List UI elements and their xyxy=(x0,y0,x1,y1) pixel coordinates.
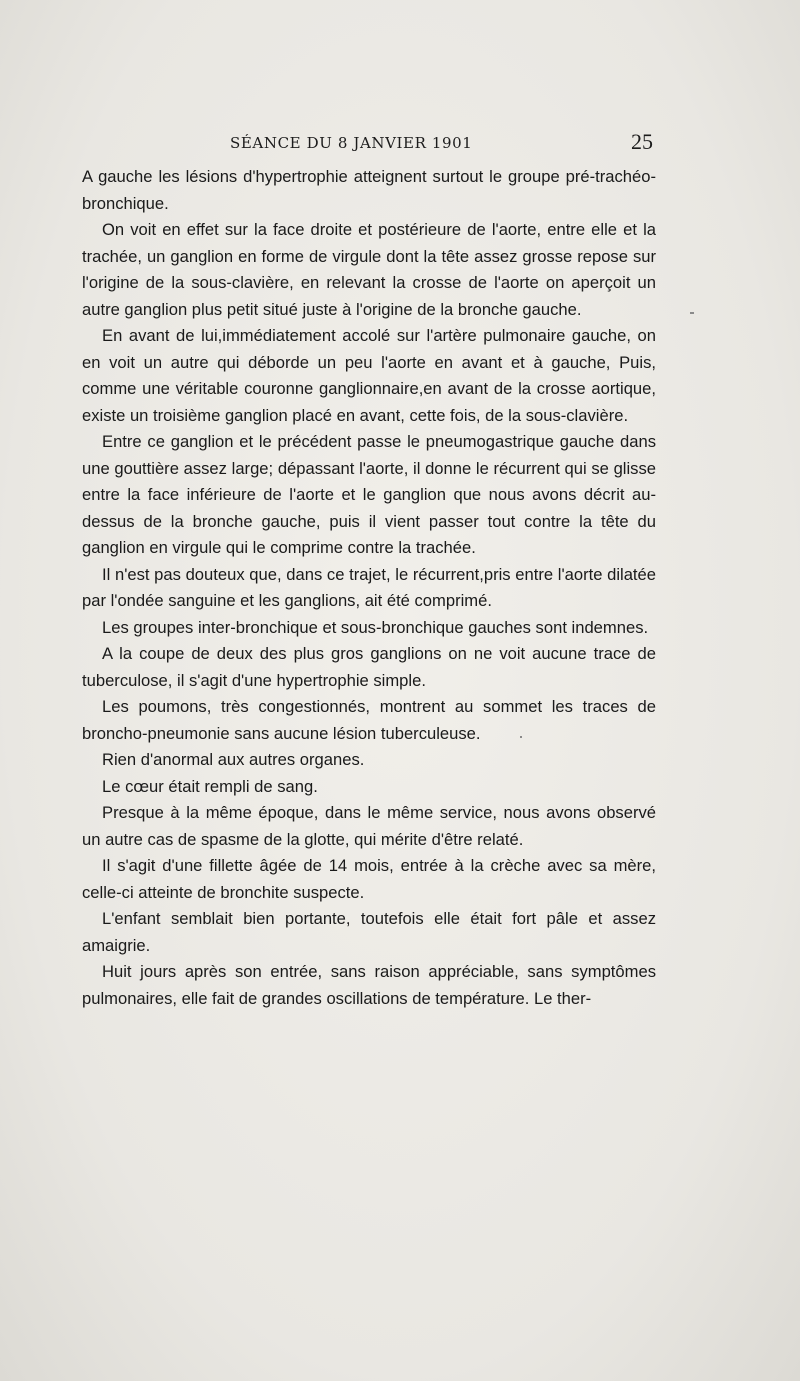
page-header xyxy=(80,129,655,157)
paragraph: En avant de lui,immédiatement accolé sur l'artère pulmonaire gauche, on en voit un autre qui déborde un peu l'aorte en avant et à gauche, Puis, comme une véritable couronne ganglionnaire,en avant de la crosse aortique, existe un troisième ganglion placé en avant, cette fois, de la sous-clavière. xyxy=(82,326,656,425)
paragraph: Il s'agit d'une fillette âgée de 14 mois, entrée à la crèche avec sa mère, celle-ci atteinte de bronchite suspecte. xyxy=(82,856,656,902)
paragraph: Presque à la même époque, dans le même service, nous avons observé un autre cas de spasme de la glotte, qui mérite d'être relaté. xyxy=(82,803,656,849)
paper-speck xyxy=(520,736,522,738)
body-text xyxy=(82,164,656,1012)
page-number: 25 xyxy=(631,129,653,154)
paragraph: A la coupe de deux des plus gros ganglions on ne voit aucune trace de tuberculose, il s'agit d'une hypertrophie simple. xyxy=(82,644,656,690)
paragraph: Les groupes inter-bronchique et sous-bronchique gauches sont indemnes. xyxy=(102,617,649,637)
paragraph: A gauche les lésions d'hypertrophie atteignent surtout le groupe pré-trachéo-bronchique. xyxy=(82,167,656,213)
paragraph: Il n'est pas douteux que, dans ce trajet, le récurrent,pris entre l'aorte dilatée par l'ondée sanguine et les ganglions, ait été comprimé. xyxy=(82,564,656,610)
paragraph: Huit jours après son entrée, sans raison appréciable, sans symptômes pulmonaires, elle fait de grandes oscillations de température. Le ther- xyxy=(82,962,656,1008)
paper-speck xyxy=(690,312,694,314)
paragraph: Les poumons, très congestionnés, montrent au sommet les traces de broncho-pneumonie sans aucune lésion tuberculeuse. xyxy=(82,697,656,743)
paragraph: On voit en effet sur la face droite et postérieure de l'aorte, entre elle et la trachée, un ganglion en forme de virgule dont la tête assez grosse repose sur l'origine de la sous-clavière, en relevant la crosse de l'aorte on aperçoit un autre ganglion plus petit situé juste à l'origine de la bronche gauche. xyxy=(82,220,656,319)
paragraph: Rien d'anormal aux autres organes. xyxy=(102,750,365,769)
paragraph: L'enfant semblait bien portante, toutefois elle était fort pâle et assez amaigrie. xyxy=(82,909,656,955)
paragraph: Le cœur était rempli de sang. xyxy=(102,776,318,796)
running-title: SÉANCE DU 8 JANVIER 1901 xyxy=(230,134,473,152)
paragraph: Entre ce ganglion et le précédent passe le pneumogastrique gauche dans une gouttière assez large; dépassant l'aorte, il donne le récurrent qui se glisse entre la face inférieure de l'aorte et le ganglion que nous avons décrit au-dessus de la bronche gauche, puis il vient passer tout contre la tête du ganglion en virgule qui le comprime contre la trachée. xyxy=(82,432,656,557)
